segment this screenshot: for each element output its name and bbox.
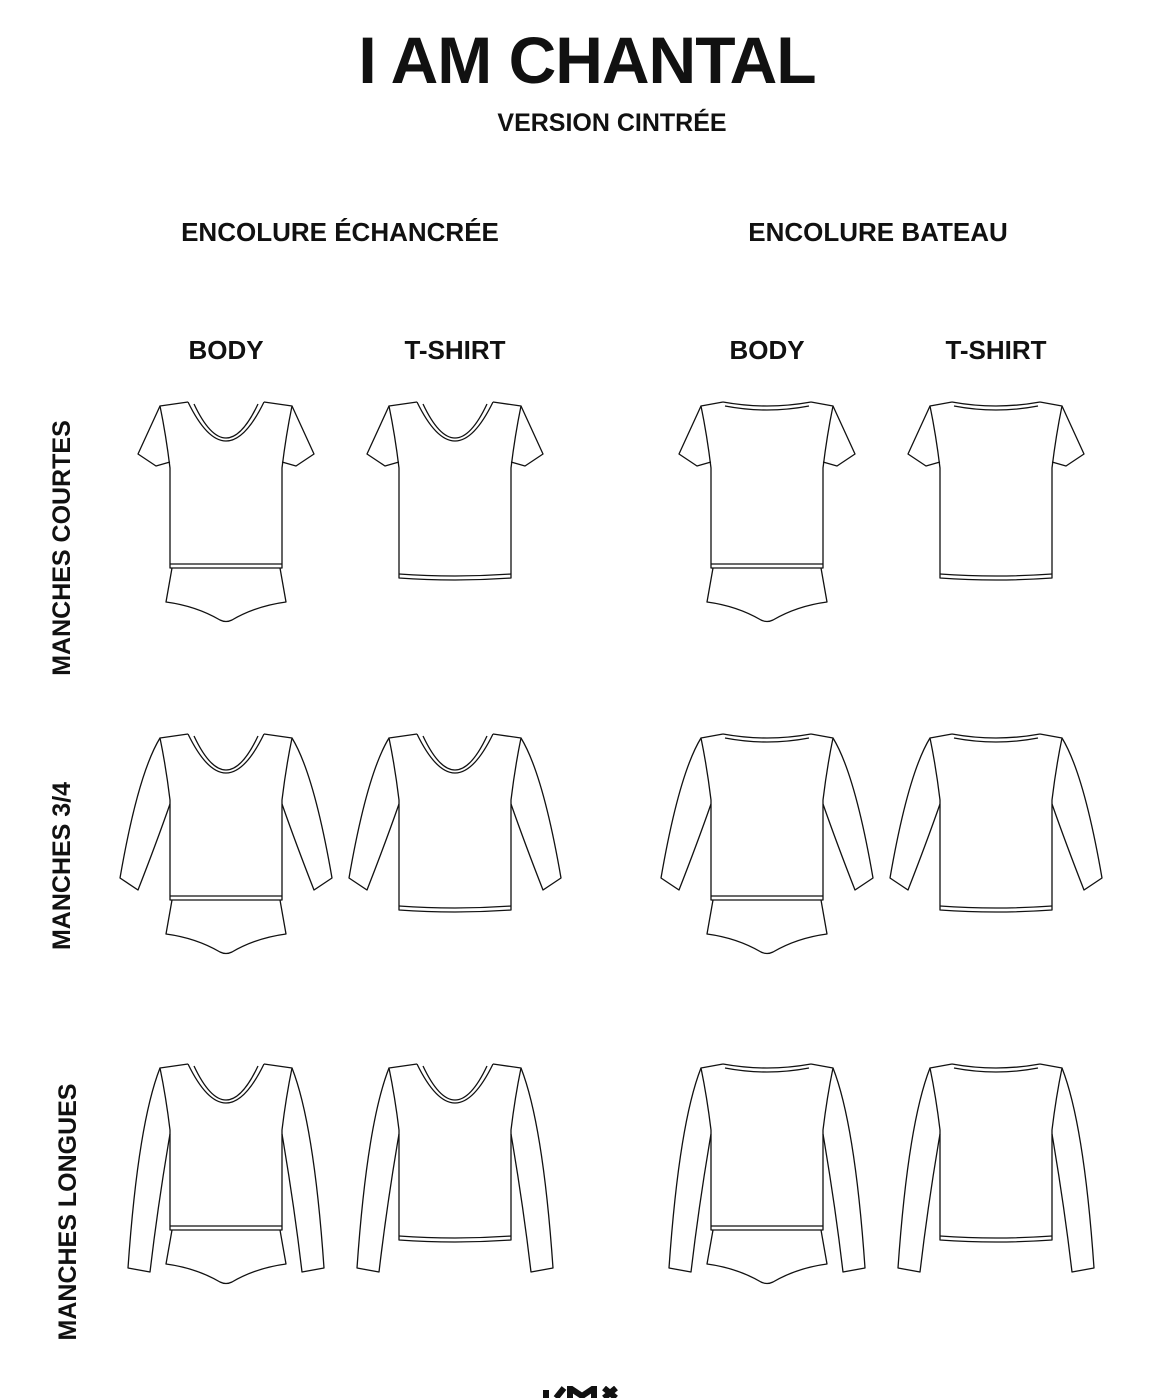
sleeve-right	[511, 738, 561, 890]
sleeve-left	[661, 738, 711, 890]
neckline-boat	[723, 402, 811, 406]
body-brief	[166, 568, 286, 622]
sleeve-left	[128, 1068, 170, 1272]
torso-outline	[701, 402, 833, 568]
body-brief	[166, 900, 286, 954]
hem-stitch	[399, 906, 511, 908]
hem-stitch	[399, 1236, 511, 1238]
sleeve-right	[1052, 1068, 1094, 1272]
neckline-binding	[194, 404, 258, 438]
neckline-scoop	[417, 402, 493, 441]
sleeve-left	[120, 738, 170, 890]
page-title: I AM CHANTAL	[358, 23, 816, 97]
brand-logo-icon	[542, 1386, 642, 1398]
torso-outline	[930, 734, 1062, 912]
garment-body-scoop-short	[138, 402, 314, 622]
garment-tshirt-boat-short	[908, 402, 1084, 580]
garment-tshirt-scoop-long	[357, 1064, 553, 1272]
neckline-boat	[723, 1064, 811, 1068]
column-header-tshirt-scoop: T-SHIRT	[404, 335, 506, 365]
neckline-binding	[194, 1066, 258, 1100]
torso-outline	[160, 1064, 292, 1230]
garment-body-boat-three-quarter	[661, 734, 873, 954]
garment-tshirt-boat-long	[898, 1064, 1094, 1272]
sleeve-right	[282, 1068, 324, 1272]
hem-stitch	[399, 574, 511, 576]
garment-tshirt-boat-three-quarter	[890, 734, 1102, 912]
row-label-short-sleeves: MANCHES COURTES	[48, 420, 76, 676]
garment-body-boat-long	[669, 1064, 865, 1284]
neckline-boat	[952, 1064, 1040, 1068]
row-label-long-sleeves: MANCHES LONGUES	[54, 1083, 82, 1341]
sleeve-right	[1052, 738, 1102, 890]
neckline-binding	[194, 736, 258, 770]
torso-outline	[930, 402, 1062, 580]
sleeve-left	[669, 1068, 711, 1272]
hem-stitch	[940, 574, 1052, 576]
torso-outline	[701, 1064, 833, 1230]
torso-outline	[160, 734, 292, 900]
neckline-boat	[952, 402, 1040, 406]
neckline-scoop	[188, 1064, 264, 1103]
sleeve-left	[898, 1068, 940, 1272]
hem-stitch	[940, 1236, 1052, 1238]
neckline-scoop	[188, 734, 264, 773]
torso-outline	[701, 734, 833, 900]
neckline-binding	[423, 736, 487, 770]
garment-body-boat-short	[679, 402, 855, 622]
neckline-group-boat: ENCOLURE BATEAU	[748, 217, 1008, 247]
torso-outline	[389, 734, 521, 912]
sleeve-right	[511, 1068, 553, 1272]
neckline-scoop	[417, 1064, 493, 1103]
neckline-boat	[952, 734, 1040, 738]
neckline-boat	[723, 734, 811, 738]
neckline-scoop	[417, 734, 493, 773]
torso-outline	[160, 402, 292, 568]
body-brief	[166, 1230, 286, 1284]
body-brief	[707, 568, 827, 622]
body-brief	[707, 1230, 827, 1284]
column-header-body-boat: BODY	[729, 335, 805, 365]
garment-tshirt-scoop-short	[367, 402, 543, 580]
hem-stitch	[940, 906, 1052, 908]
neckline-binding	[423, 404, 487, 438]
neckline-scoop	[188, 402, 264, 441]
sleeve-left	[349, 738, 399, 890]
neckline-group-scoop: ENCOLURE ÉCHANCRÉE	[181, 217, 499, 247]
sleeve-right	[823, 1068, 865, 1272]
garment-tshirt-scoop-three-quarter	[349, 734, 561, 912]
torso-outline	[389, 402, 521, 580]
neckline-binding	[423, 1066, 487, 1100]
sleeve-right	[282, 738, 332, 890]
torso-outline	[930, 1064, 1062, 1242]
body-brief	[707, 900, 827, 954]
sleeve-right	[823, 738, 873, 890]
row-label-three-quarter-sleeves: MANCHES 3/4	[48, 781, 76, 951]
garment-body-scoop-three-quarter	[120, 734, 332, 954]
garment-body-scoop-long	[128, 1064, 324, 1284]
column-header-body-scoop: BODY	[188, 335, 264, 365]
sleeve-left	[890, 738, 940, 890]
page-subtitle: VERSION CINTRÉE	[497, 109, 727, 137]
sleeve-left	[357, 1068, 399, 1272]
torso-outline	[389, 1064, 521, 1242]
column-header-tshirt-boat: T-SHIRT	[945, 335, 1047, 365]
